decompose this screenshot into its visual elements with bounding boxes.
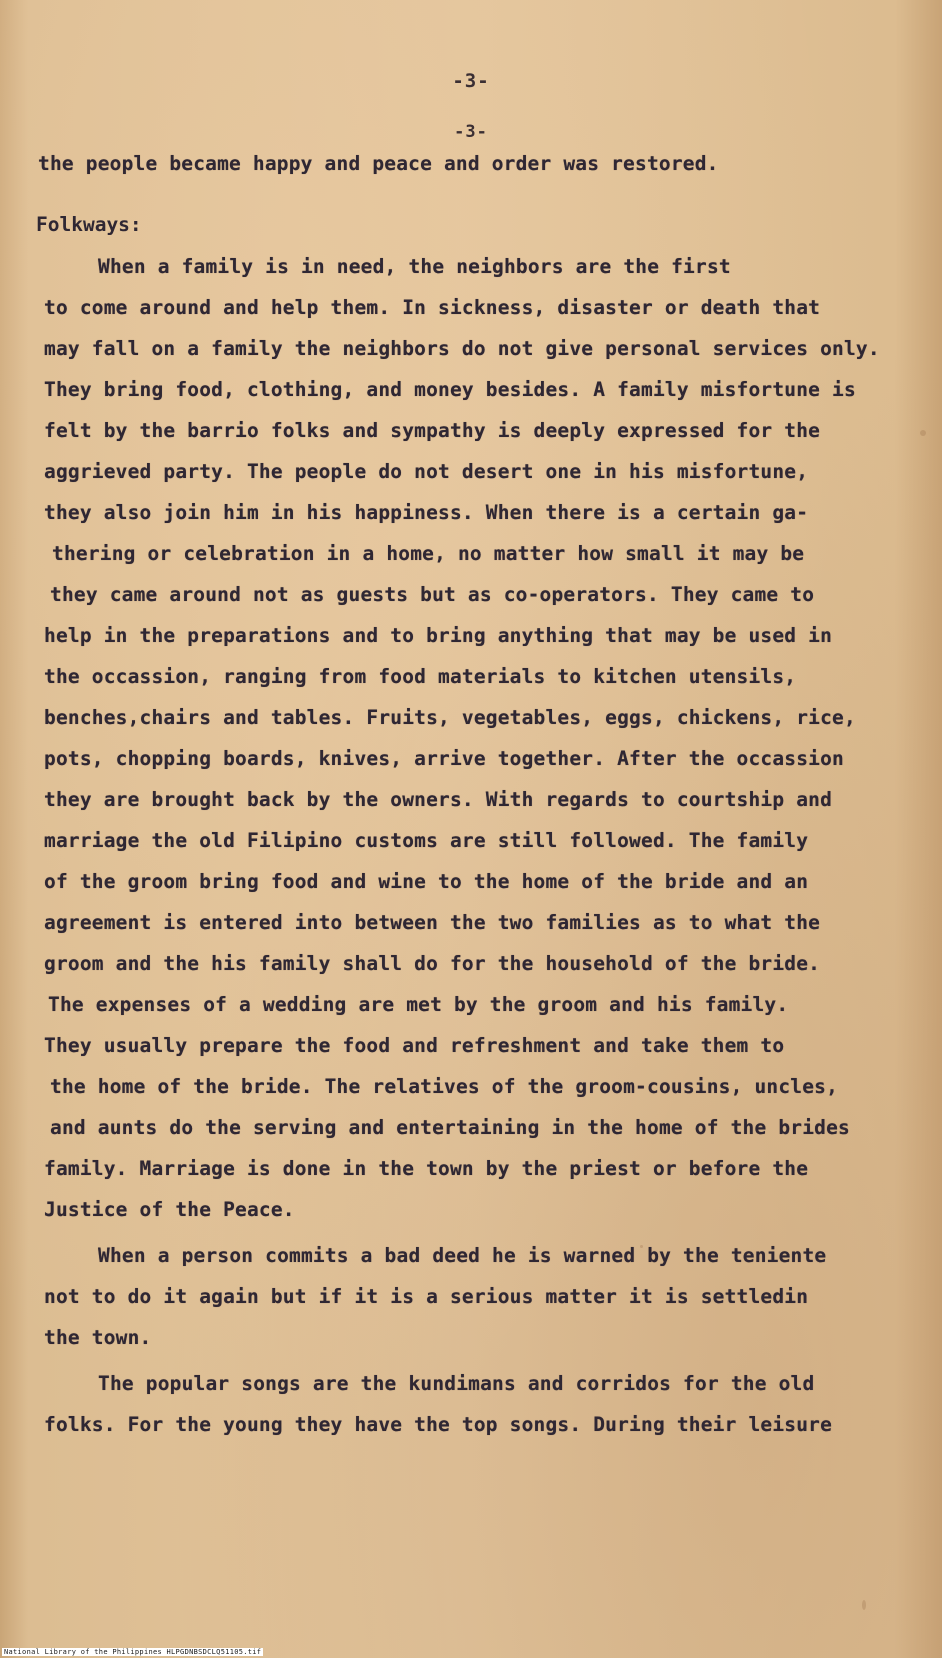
text-line: They bring food, clothing, and money besides. A family misfortune is xyxy=(44,378,856,401)
section-heading: Folkways: xyxy=(36,213,142,236)
text-line: the home of the bride. The relatives of the groom-cousins, uncles, xyxy=(50,1075,839,1098)
text-line: agreement is entered into between the two families as to what the xyxy=(44,911,821,934)
text-line: may fall on a family the neighbors do not give personal services only. xyxy=(44,337,880,360)
archive-footer: National Library of the Philippines HLPGDNBSDCLQ51105.tif xyxy=(4,1648,262,1656)
text-line: groom and the his family shall do for the household of the bride. xyxy=(44,952,821,975)
text-line: the occassion, ranging from food materials to kitchen utensils, xyxy=(44,665,797,688)
intro-line: the people became happy and peace and order was restored. xyxy=(38,152,719,175)
text-line: When a family is in need, the neighbors are the first xyxy=(98,255,731,278)
paper-speck xyxy=(920,430,926,436)
text-line: they came around not as guests but as co-operators. They came to xyxy=(50,583,815,606)
text-line: of the groom bring food and wine to the home of the bride and an xyxy=(44,870,809,893)
text-line: benches,chairs and tables. Fruits, vegetables, eggs, chickens, rice, xyxy=(44,706,856,729)
text-line: They usually prepare the food and refreshment and take them to xyxy=(44,1034,785,1057)
text-line: family. Marriage is done in the town by the priest or before the xyxy=(44,1157,809,1180)
text-line: When a person commits a bad deed he is warned by the teniente xyxy=(98,1244,827,1267)
text-line: The expenses of a wedding are met by the groom and his family. xyxy=(48,993,789,1016)
text-line: help in the preparations and to bring anything that may be used in xyxy=(44,624,833,647)
text-line: the town. xyxy=(44,1326,152,1349)
page-number-overtyped: -3- xyxy=(454,122,488,142)
text-line: thering or celebration in a home, no matter how small it may be xyxy=(52,542,805,565)
text-line: The popular songs are the kundimans and corridos for the old xyxy=(98,1372,815,1395)
text-line: aggrieved party. The people do not desert one in his misfortune, xyxy=(44,460,809,483)
text-line: folks. For the young they have the top songs. During their leisure xyxy=(44,1413,833,1436)
text-line: Justice of the Peace. xyxy=(44,1198,295,1221)
text-line: pots, chopping boards, knives, arrive together. After the occassion xyxy=(44,747,844,770)
text-line: they are brought back by the owners. With regards to courtship and xyxy=(44,788,833,811)
text-line: to come around and help them. In sickness, disaster or death that xyxy=(44,296,821,319)
paper-speck xyxy=(862,1600,866,1610)
page-number: -3- xyxy=(452,70,490,92)
text-line: marriage the old Filipino customs are still followed. The family xyxy=(44,829,809,852)
paper-speck xyxy=(640,1245,643,1248)
text-line: and aunts do the serving and entertaining in the home of the brides xyxy=(50,1116,850,1139)
text-line: felt by the barrio folks and sympathy is deeply expressed for the xyxy=(44,419,821,442)
text-line: not to do it again but if it is a serious matter it is settledin xyxy=(44,1285,809,1308)
text-line: they also join him in his happiness. When there is a certain ga- xyxy=(44,501,809,524)
